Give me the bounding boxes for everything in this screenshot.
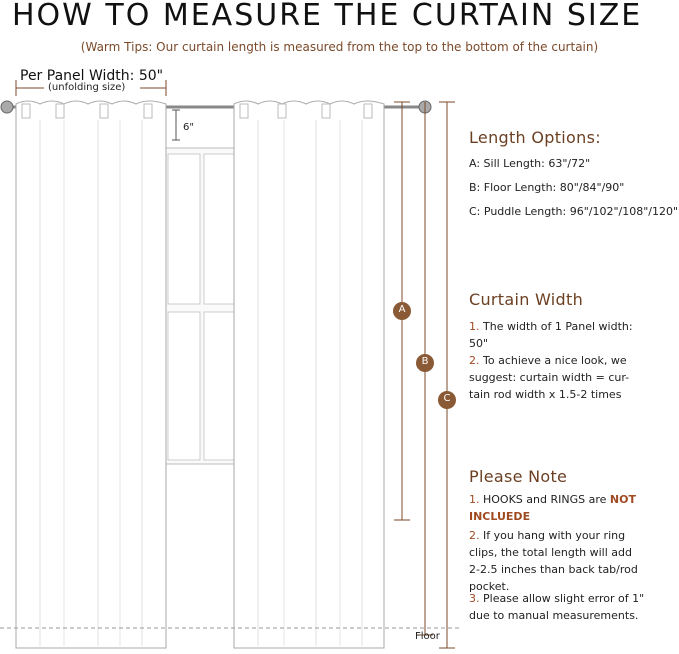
- marker-b-label: B: [421, 356, 429, 367]
- floor-label: Floor: [415, 631, 440, 642]
- curtain-width-item-1: 1. The width of 1 Panel width: 50": [469, 320, 633, 350]
- curtain-width-item-2: 2. To achieve a nice look, we suggest: curtain width = cur- tain rod width x 1.5-2 times: [469, 354, 630, 401]
- length-option-b: B: Floor Length: 80"/84"/90": [469, 181, 625, 194]
- marker-c-label: C: [443, 393, 451, 404]
- window-frame: [166, 148, 236, 464]
- six-inch-offset: [172, 110, 180, 140]
- note-item-3: 3. Please allow slight error of 1" due to manual measurements.: [469, 592, 645, 622]
- panel-width-label: Per Panel Width: 50": [20, 68, 164, 84]
- note-item-2: 2. If you hang with your ring clips, the total length will add 2-2.5 inches than back tab/rod pocket.: [469, 529, 638, 593]
- left-curtain-panel: [16, 101, 166, 648]
- page-title: HOW TO MEASURE THE CURTAIN SIZE: [12, 0, 643, 33]
- length-option-c: C: Puddle Length: 96"/102"/108"/120": [469, 205, 679, 218]
- warm-tips: (Warm Tips: Our curtain length is measured from the top to the bottom of the curtain): [80, 40, 599, 54]
- right-curtain-panel: [234, 101, 384, 648]
- marker-a-label: A: [398, 304, 406, 315]
- offset-label: 6": [183, 122, 194, 133]
- length-option-a: A: Sill Length: 63"/72": [469, 157, 591, 170]
- note-item-1: 1. HOOKS and RINGS are NOT INCLUEDE: [469, 493, 636, 523]
- curtain-width-heading: Curtain Width: [469, 290, 584, 309]
- dimension-c: [439, 102, 455, 648]
- unfolding-size-label: (unfolding size): [48, 82, 126, 93]
- length-options-heading: Length Options:: [469, 128, 601, 147]
- please-note-heading: Please Note: [469, 467, 568, 486]
